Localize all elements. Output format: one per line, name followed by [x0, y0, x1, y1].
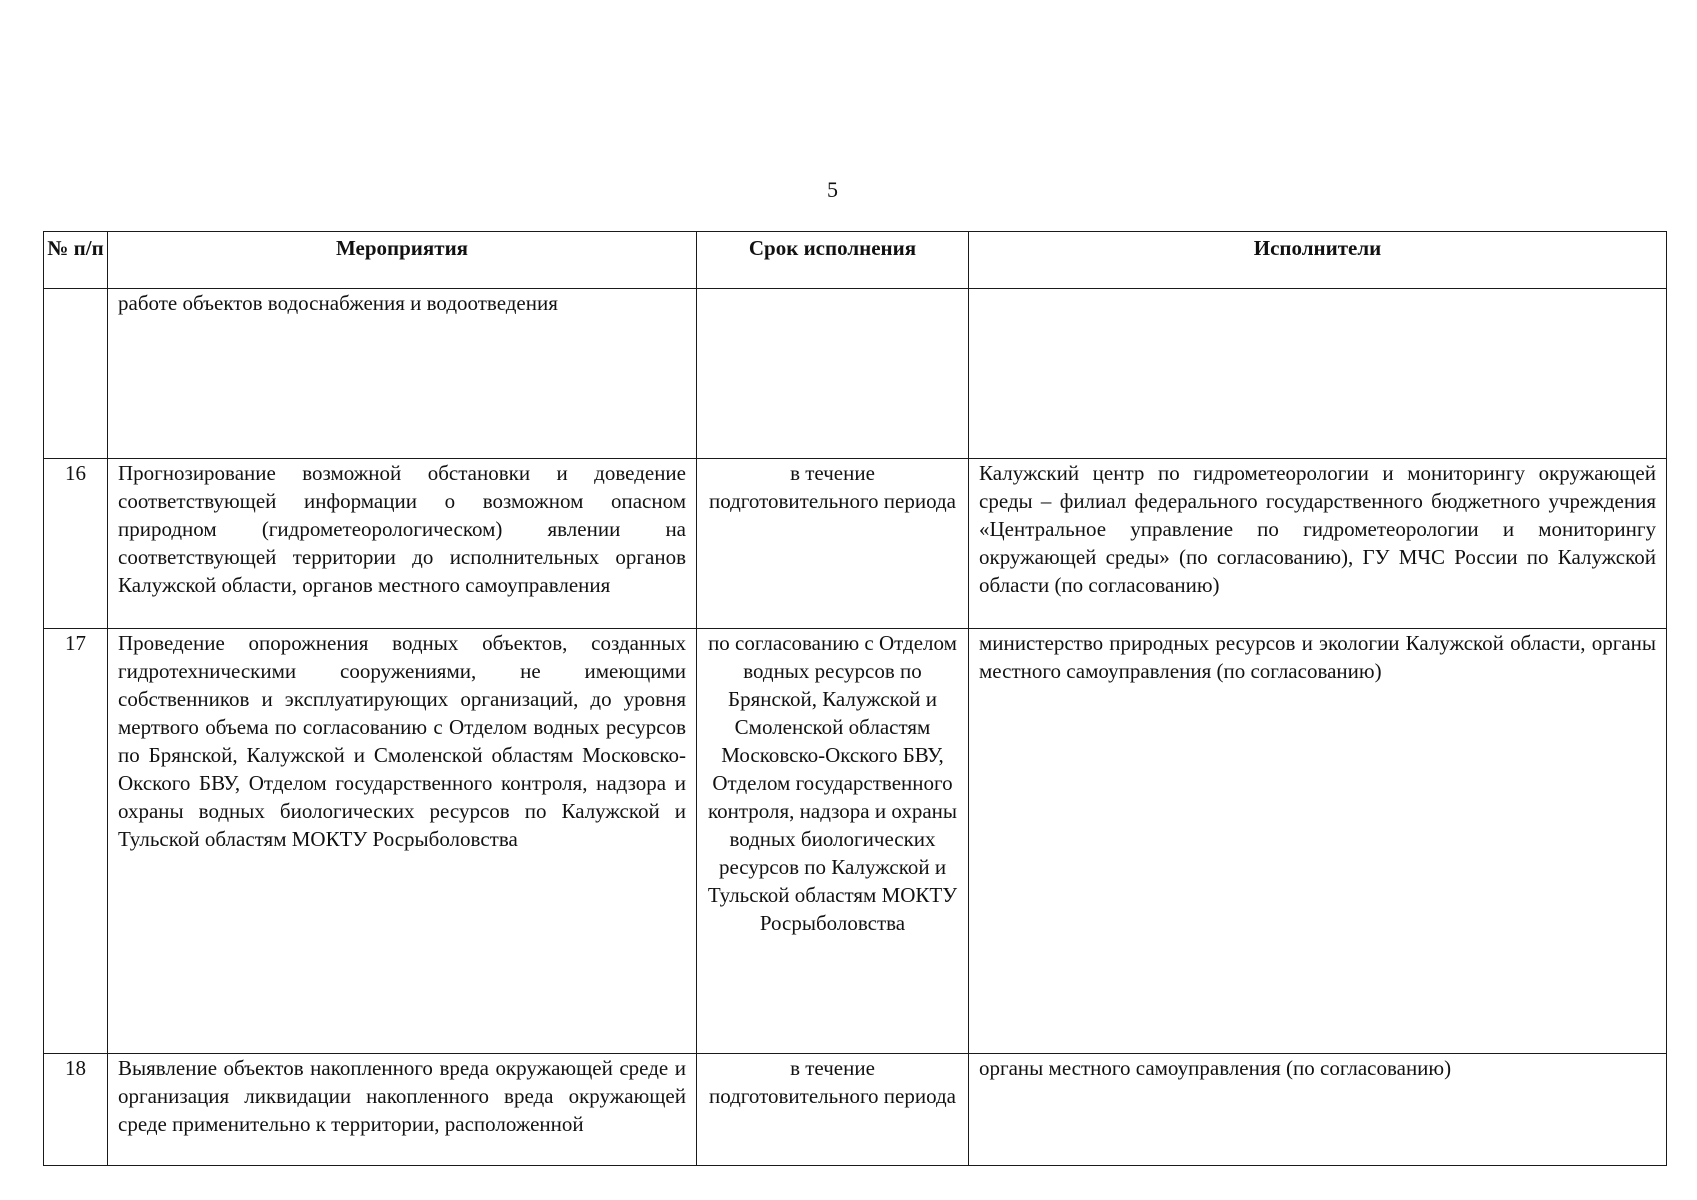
row-executors: органы местного самоуправления (по согласованию) — [969, 1054, 1667, 1166]
row-event: Проведение опорожнения водных объектов, созданных гидротехническими сооружениями, не имеющими собственников и эксплуатирующих организаций, до уровня мертвого объема по согласованию с Отделом водных ресурсов по Брянской, Калужской и Смоленской областям Московско-Окского БВУ, Отделом государственного контроля, надзора и охраны водных биологических ресурсов по Калужской и Тульской областям МОКТУ Росрыболовства — [108, 629, 697, 1054]
row-executors — [969, 289, 1667, 459]
header-events: Мероприятия — [108, 232, 697, 289]
row-term — [697, 289, 969, 459]
table-row — [44, 459, 1667, 629]
table-row — [44, 1054, 1667, 1166]
header-executors: Исполнители — [969, 232, 1667, 289]
header-number: № п/п — [44, 232, 108, 289]
row-number — [44, 289, 108, 459]
page-number: 5 — [827, 177, 838, 202]
row-term: в течение подготовительного периода — [697, 1054, 969, 1166]
row-term: в течение подготовительного периода — [697, 459, 969, 629]
row-event: Прогнозирование возможной обстановки и доведение соответствующей информации о возможном опасном природном (гидрометеорологическом) явлении на соответствующей территории до исполнительных органов Калужской области, органов местного самоуправления — [108, 459, 697, 629]
row-term: по согласованию с Отделом водных ресурсов по Брянской, Калужской и Смоленской областям Московско-Окского БВУ, Отделом государственного контроля, надзора и охраны водных биологических ресурсов по Калужской и Тульской областям МОКТУ Росрыболовства — [697, 629, 969, 1054]
row-number: 17 — [44, 629, 108, 1054]
row-executors: министерство природных ресурсов и экологии Калужской области, органы местного самоуправления (по согласованию) — [969, 629, 1667, 1054]
header-term: Срок исполнения — [697, 232, 969, 289]
events-table — [43, 231, 1667, 1166]
table-row — [44, 289, 1667, 459]
row-event: Выявление объектов накопленного вреда окружающей среде и организация ликвидации накопленного вреда окружающей среде применительно к территории, расположенной — [108, 1054, 697, 1166]
row-executors: Калужский центр по гидрометеорологии и мониторингу окружающей среды – филиал федерального государственного бюджетного учреждения «Центральное управление по гидрометеорологии и мониторингу окружающей среды» (по согласованию), ГУ МЧС России по Калужской области (по согласованию) — [969, 459, 1667, 629]
row-event: работе объектов водоснабжения и водоотведения — [108, 289, 697, 459]
table-header-row — [44, 232, 1667, 289]
row-number: 16 — [44, 459, 108, 629]
table-row — [44, 629, 1667, 1054]
row-number: 18 — [44, 1054, 108, 1166]
